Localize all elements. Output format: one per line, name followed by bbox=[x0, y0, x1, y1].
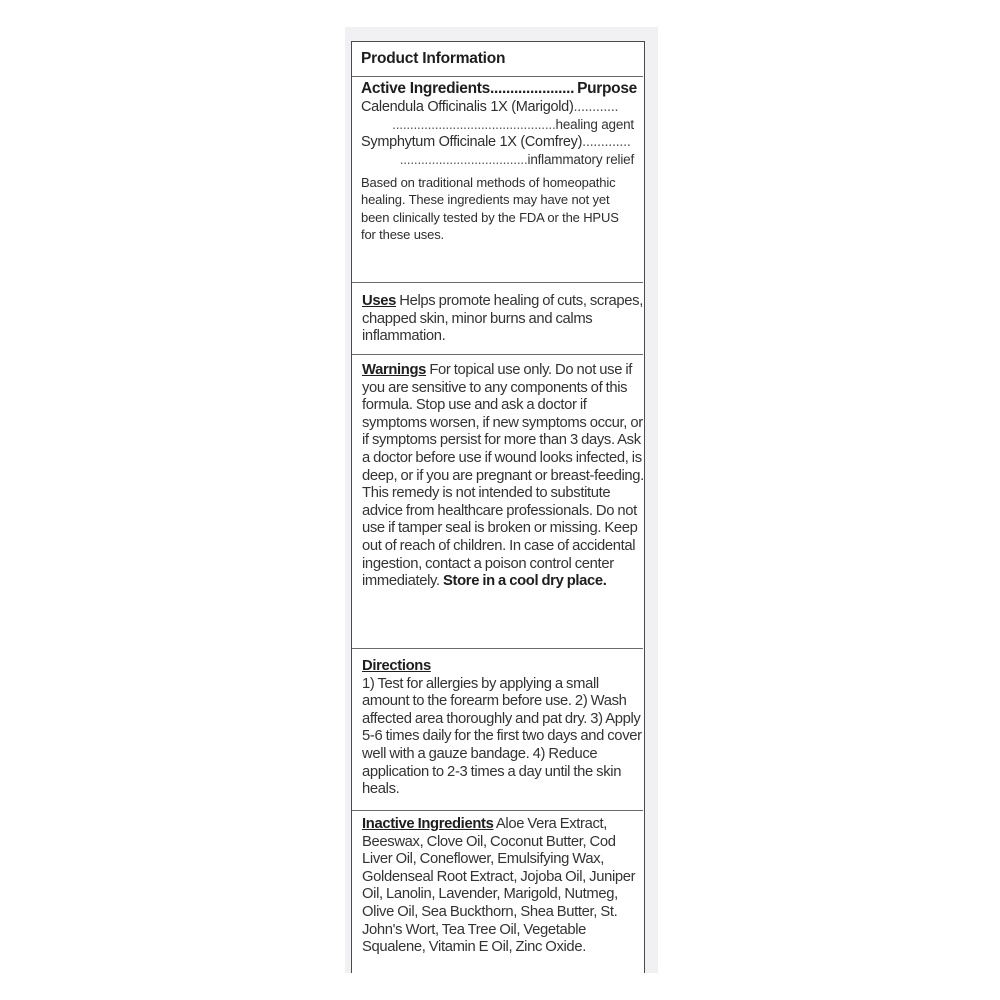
product-info-title: Product Information bbox=[361, 50, 506, 67]
directions-label: Directions bbox=[362, 658, 431, 674]
inactive-ingredients-section bbox=[352, 811, 643, 971]
active-ingredients-heading: Active Ingredients bbox=[361, 80, 490, 97]
uses-section bbox=[352, 283, 643, 355]
ingredient-name: Symphytum Officinale 1X (Comfrey) bbox=[361, 134, 583, 150]
purpose-text: healing agent bbox=[555, 117, 634, 132]
storage-instruction: Store in a cool dry place. bbox=[443, 573, 607, 590]
uses-label: Uses bbox=[362, 293, 396, 309]
ingredient-name: Calendula Officinalis 1X (Marigold) bbox=[361, 99, 574, 115]
inactive-ingredients-text: Aloe Vera Extract, Beeswax, Clove Oil, Coconut Butter, Cod Liver Oil, Coneflower, Emulsifying Wax, Goldenseal Root Extract, Jojoba Oil, Juniper Oil, Lanolin, Lavender, Marigold, Nutmeg, Olive Oil, Sea Buckthorn, Shea Butter, St. John's Wort, Tea Tree Oil, Vegetable Squalene, Vitamin E Oil, Zinc Oxide. bbox=[362, 816, 636, 956]
warnings-paragraph bbox=[362, 362, 645, 591]
purpose-text: inflammatory relief bbox=[527, 152, 634, 167]
ingredient-purpose-calendula bbox=[392, 117, 634, 132]
directions-paragraph bbox=[362, 658, 645, 799]
product-information-panel bbox=[351, 41, 645, 973]
inactive-ingredients-label: Inactive Ingredients bbox=[362, 816, 494, 832]
homeopathic-disclaimer: Based on traditional methods of homeopathic healing. These ingredients may have not yet been clinically tested by the FDA or the HPUS for these uses. bbox=[361, 175, 619, 242]
leader-dots: .................................... bbox=[399, 152, 528, 167]
leader-dots: .............................................. bbox=[392, 117, 556, 132]
ingredient-purpose-symphytum bbox=[400, 152, 634, 167]
inactive-ingredients-paragraph bbox=[362, 816, 645, 957]
product-info-header-section bbox=[352, 42, 643, 77]
ingredient-row-calendula bbox=[361, 99, 634, 115]
uses-text: Helps promote healing of cuts, scrapes, chapped skin, minor burns and calms inflammation. bbox=[362, 293, 643, 345]
purpose-heading: Purpose bbox=[577, 80, 637, 97]
uses-paragraph bbox=[362, 293, 645, 346]
leader-dots: ............. bbox=[582, 134, 631, 150]
active-ingredients-section bbox=[352, 77, 643, 283]
active-ingredients-header bbox=[361, 80, 637, 98]
directions-text: 1) Test for allergies by applying a small amount to the forearm before use. 2) Wash affected area thoroughly and pat dry. 3) Apply 5-6 times daily for the first two days and cover well with a gauze bandage. 4) Reduce application to 2-3 times a day until the skin heals. bbox=[362, 675, 642, 798]
warnings-label: Warnings bbox=[362, 362, 427, 378]
directions-section bbox=[352, 649, 643, 811]
warnings-section bbox=[352, 355, 643, 649]
header-leader-dots: ..................... bbox=[489, 80, 575, 97]
ingredient-row-symphytum bbox=[361, 134, 634, 150]
leader-dots: ............ bbox=[573, 99, 619, 115]
warnings-text: For topical use only. Do not use if you are sensitive to any components of this formula. Stop use and ask a doctor if symptoms worsen, if new symptoms occur, or if symptoms persist for more than 3 days. Ask a doctor before use if wound looks infected, is deep, or if you are pregnant or breast-feeding. This remedy is not intended to substitute advice from healthcare professionals. Do not use if tamper seal is broken or missing. Keep out of reach of children. In case of accidental ingestion, contact a poison control center immediately. bbox=[362, 362, 644, 590]
